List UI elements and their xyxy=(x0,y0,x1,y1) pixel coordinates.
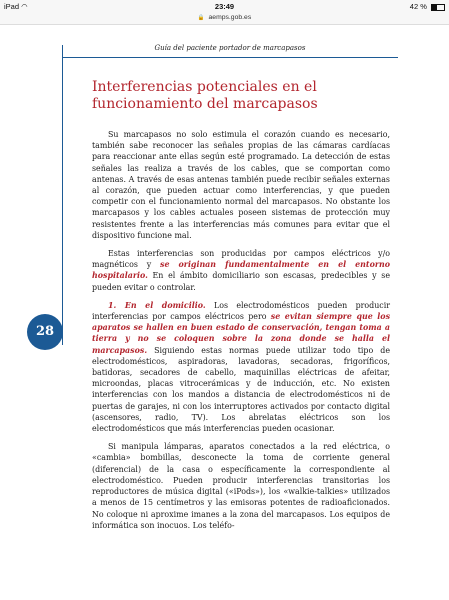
section-title: Interferencias potenciales en el funcionamiento del marcapasos xyxy=(92,79,318,112)
running-head: Guía del paciente portador de marcapasos xyxy=(154,44,306,52)
p2-text-b: En el ámbito domiciliario son escasas, predecibles y se pueden evitar o controlar. xyxy=(92,271,390,292)
battery-icon xyxy=(431,4,445,11)
margin-rule xyxy=(62,45,63,345)
url-text: aemps.gob.es xyxy=(208,14,252,21)
p2-text-a: Estas interferencias son producidas por campos eléctricos y/o magnéticos y xyxy=(92,249,390,270)
p3-text-b: Siguiendo estas normas puede utilizar todo tipo de electrodomésticos, aspiradoras, lavadoras, secadoras, frigoríficos, batidoras, secadores de cabello, maquinillas eléctricas de afeitar, microondas, placas vitrocerámicas y de inducción, etc. No existen interferencias con los mandos a distancia de electrodomésticos ni de puertas de garajes, ni con los interruptores activados por contacto digital (ascensores, radio, TV). Los abrelatas eléctricos son los electrodomésticos que más interferencias pueden ocasionar. xyxy=(92,345,390,434)
battery-fill xyxy=(432,5,437,10)
battery-percent: 42 % xyxy=(409,2,427,11)
paragraph-3 xyxy=(92,300,390,434)
paragraph-4: Si manipula lámparas, aparatos conectados a la red eléctrica, o «cambia» bombillas, desconecte la toma de corriente general (diferencial) de la casa o específicamente la correspondiente al electrodoméstico. Pueden producir interferencias transitorias los reproductores de música digital («iPods»), los «walkie-talkies» utilizados a menos de 15 centímetros y las emisoras potentes de radioaficionados. No coloque ni aproxime imanes a la zona del marcapasos. Los equipos de informática son inocuos. Los teléfo- xyxy=(92,442,390,530)
device-label: iPad xyxy=(4,2,20,11)
wifi-icon: ◠ xyxy=(21,2,28,11)
status-bar xyxy=(0,0,449,14)
header-rule xyxy=(62,57,398,58)
paragraph-2 xyxy=(92,248,390,293)
p2-highlight: se originan fundamentalmente en el entorno hospitalario. xyxy=(92,260,390,281)
p3-highlight: se evitan siempre que los aparatos se hallen en buen estado de conservación, tengan toma a tierra y no se coloquen sobre la zona donde se halla el marcapasos. xyxy=(92,312,391,355)
clock: 23:49 xyxy=(214,2,235,11)
status-right xyxy=(410,2,445,11)
p3-heading: 1. En el domicilio. xyxy=(108,300,206,310)
address-bar[interactable] xyxy=(0,14,449,25)
p3-text-a: Los electrodomésticos pueden producir interferencias por campos eléctricos pero xyxy=(92,300,391,322)
body-text xyxy=(92,129,390,538)
lock-icon: 🔒 xyxy=(197,15,205,21)
paragraph-1: Su marcapasos no solo estimula el corazón cuando es necesario, también sabe reconocer las señales propias de las cámaras cardíacas para reaccionar ante ellas según esté programado. La detección de estas señales las realiza a través de los cables, que se comportan como antenas. A través de esas antenas también puede recibir señales externas al corazón, que pueden actuar como interferencias, y que pueden competir con el funcionamiento normal del marcapasos. No obstante los marcapasos y los cables actuales poseen sistemas de protección muy resistentes frente a las interferencias más comunes para evitar que el dispositivo funcione mal. xyxy=(92,130,390,240)
page-number-badge: 28 xyxy=(27,314,63,350)
document-page xyxy=(0,25,449,600)
